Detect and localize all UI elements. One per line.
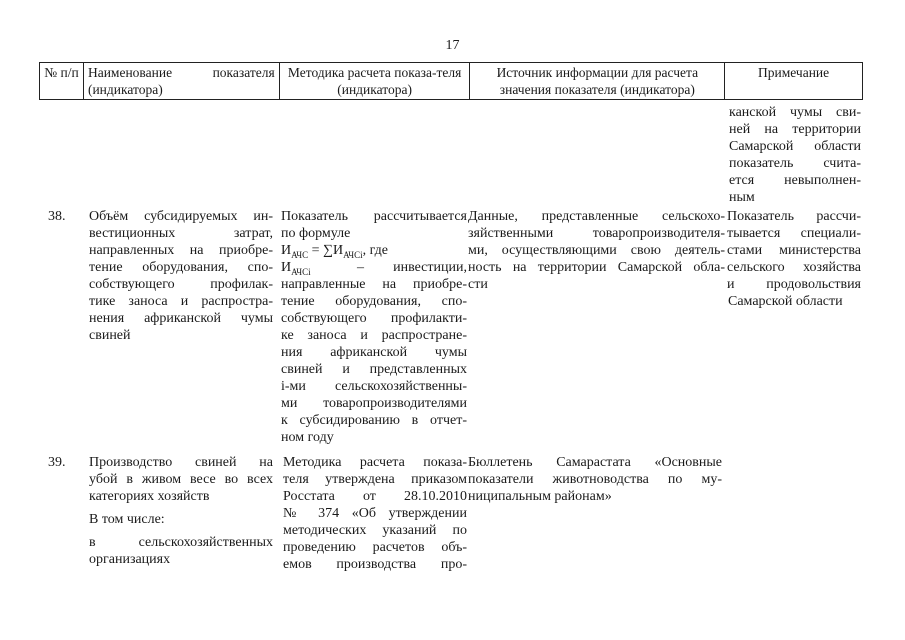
row38-note: Показатель рассчи- тывается специали- стами министерства сельского хозяйства и продовольствия Самарской области — [727, 209, 861, 309]
note-line: ным — [729, 190, 755, 205]
row38-name: Объём субсидируемых ин- вестиционных затрат, направленных на приобре- тение оборудования, спо- собствующего профилак- тике заноса и распростра- нения африканской чумы свиней — [89, 209, 273, 343]
formula-definition: $И_{АЧСi}$ – инвестиции, — [281, 260, 467, 277]
row39-subheading: В том числе: — [89, 512, 165, 527]
note-line: ней на территории — [729, 122, 861, 137]
row39-method: Методика расчета показа- теля утверждена приказом Росстата от 28.10.2010 № 374 «Об утверждении методических указаний по проведению расчетов объ- емов производства про- — [283, 455, 467, 572]
continuation-note — [729, 104, 861, 206]
row38-method: Показатель рассчитывается по формуле $И_{АЧС} = \sum И_{АЧСi}$, где $И_{АЧСi}$ – инвестиции, направленные на приобре- тение оборудования, спо- собствующего профилакти- ке заноса и распростране- ния африканской чумы свиней и представленных i-ми сельскохозяйственны- ми товаропроизводителями к субсидированию в отчет- ном году — [281, 209, 467, 445]
table-header — [39, 62, 863, 100]
note-line: Самарской области — [729, 139, 861, 154]
row39-name: Производство свиней на убой в живом весе во всех категориях хозяйств — [89, 455, 273, 504]
header-num: № п/п — [40, 63, 84, 100]
formula: $И_{АЧС} = \sum И_{АЧСi}$, где — [281, 243, 389, 260]
header-method: Методика расчета показа-теля (индикатора) — [280, 63, 471, 100]
row39-num: 39. — [48, 455, 66, 470]
header-name: Наименование показателя (индикатора) — [84, 63, 280, 100]
note-line: канской чумы сви- — [729, 105, 861, 120]
note-line: показатель счита- — [729, 156, 861, 171]
page-number: 17 — [445, 38, 460, 53]
row39-source: Бюллетень Самарастата «Основные показатели животноводства по му- ниципальным районам» — [468, 455, 722, 504]
row38-num: 38. — [48, 209, 66, 224]
header-source: Источник информации для расчета значения показателя (индикатора) — [470, 63, 725, 100]
row38-source: Данные, представленные сельскохо- зяйственными товаропроизводителя- ми, осуществляющими свою деятель- ность на территории Самарской обла- сти — [468, 209, 725, 292]
header-note: Примечание — [725, 63, 863, 100]
row39-subitem: в сельскохозяйственных организациях — [89, 535, 273, 567]
note-line: ется невыполнен- — [729, 173, 861, 188]
